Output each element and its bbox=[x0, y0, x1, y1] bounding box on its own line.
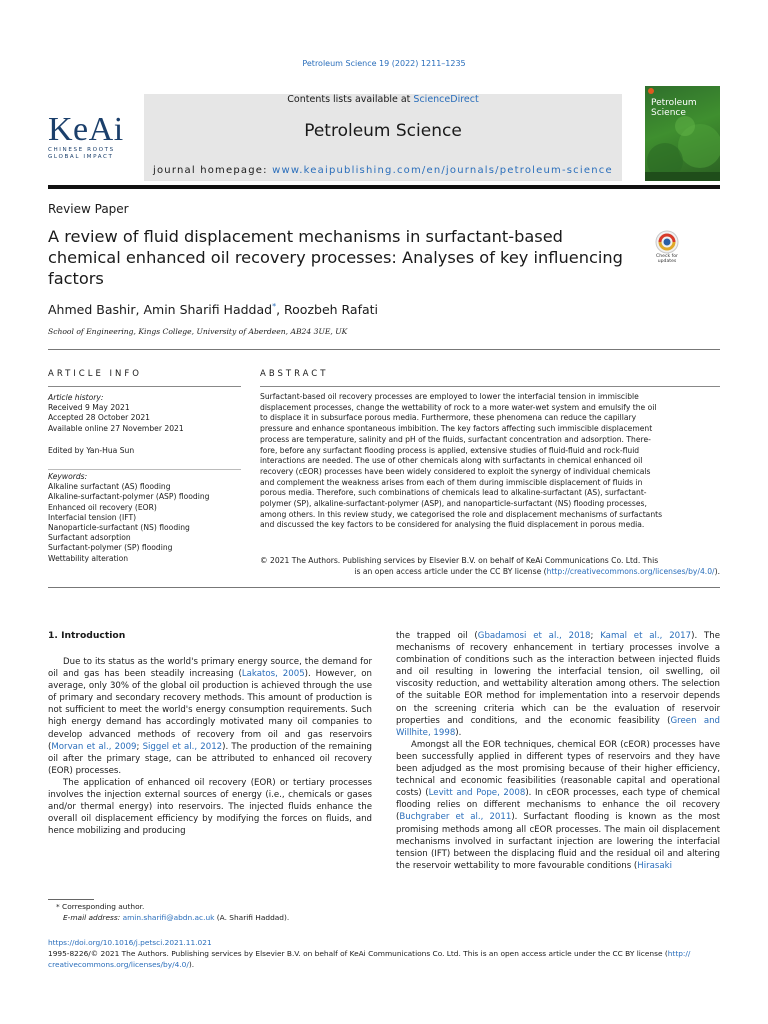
keai-logo-text: KeAi bbox=[48, 111, 124, 148]
keyword-item: Surfactant-polymer (SP) flooding bbox=[48, 543, 173, 553]
paragraph: The application of enhanced oil recovery (EOR) or tertiary processes involves the injection external sources of energy (i.e., chemicals or gases and/or thermal energy) into reservoirs. The injected fluids enhance the overall oil displacement efficiency by modifying the forces on fluids, and hence mobilizing and producing bbox=[48, 777, 372, 837]
citation-link[interactable]: Gbadamosi et al., 2018 bbox=[477, 631, 591, 641]
license-link[interactable]: http://creativecommons.org/licenses/by/4.0/ bbox=[546, 567, 715, 576]
copyright-line-2 bbox=[260, 567, 720, 578]
keyword-item: Wettability alteration bbox=[48, 553, 129, 563]
paragraph bbox=[396, 739, 720, 872]
text-run: the trapped oil ( bbox=[396, 631, 478, 641]
footer-license-text: 1995-8226/© 2021 The Authors. Publishing services by Elsevier B.V. on behalf of KeAi Communications Co. Ltd. This is an open access article under the CC BY license ( bbox=[48, 949, 668, 958]
homepage-label: journal homepage: bbox=[153, 165, 273, 176]
keai-tagline-2: GLOBAL IMPACT bbox=[48, 154, 114, 160]
citation-link[interactable]: Morvan et al., 2009 bbox=[51, 741, 137, 752]
divider bbox=[48, 587, 720, 588]
history-label: Article history: bbox=[48, 393, 104, 402]
paragraph bbox=[396, 630, 720, 739]
article-type: Review Paper bbox=[48, 202, 129, 216]
affiliation: School of Engineering, Kings College, University of Aberdeen, AB24 3UE, UK bbox=[48, 327, 348, 336]
abstract-line: among others. In this review study, we categorised the role and displacement mechanisms of surfactants bbox=[260, 509, 663, 519]
citation-link[interactable]: Kamal et al., 2017 bbox=[600, 631, 692, 641]
citation-link[interactable]: Lakatos, 2005 bbox=[241, 669, 305, 680]
cover-title bbox=[651, 98, 697, 118]
keyword-item: Enhanced oil recovery (EOR) bbox=[48, 502, 157, 512]
body-column-right bbox=[396, 630, 720, 872]
abstract-line: Surfactant-based oil recovery processes are employed to lower the interfacial tension in immiscible bbox=[260, 392, 639, 401]
header-divider bbox=[48, 185, 720, 189]
abstract-line: fore, before any surfactant flooding process is applied, extensive studies of fluid-fluid and rock-fluid bbox=[260, 445, 640, 455]
sciencedirect-link[interactable]: ScienceDirect bbox=[413, 94, 479, 105]
keyword-item: Nanoparticle-surfactant (NS) flooding bbox=[48, 523, 190, 533]
text-run: Due to its status as the world's primary energy source, the demand for oil and gas has been steadily increasing ( bbox=[48, 657, 372, 680]
divider bbox=[48, 386, 241, 387]
footnote-mark: * bbox=[56, 902, 60, 911]
abstract-text bbox=[260, 392, 720, 531]
online-date: Available online 27 November 2021 bbox=[48, 423, 184, 433]
text-run: ). In cEOR processes, each type of chemical flooding relies on different mechanisms to enhance the oil recovery ( bbox=[396, 788, 720, 823]
abstract-heading: ABSTRACT bbox=[260, 369, 329, 379]
check-badge-line1: Check for bbox=[656, 254, 678, 259]
copyright-line-1: © 2021 The Authors. Publishing services by Elsevier B.V. on behalf of KeAi Communications Co. Ltd. This bbox=[260, 556, 659, 565]
abstract-line: process are temperature, salinity and pH of the fluids, surfactant concentration and adsorption. There- bbox=[260, 434, 651, 444]
license-suffix: ). bbox=[714, 567, 720, 576]
journal-name: Petroleum Science bbox=[304, 121, 462, 141]
cover-title-line1: Petroleum bbox=[651, 98, 697, 108]
text-run: ). The production of the remaining oil after the primary stage, can be attributed to enhanced oil recovery (EOR) processes. bbox=[48, 741, 372, 776]
keai-tagline-1: CHINESE ROOTS bbox=[48, 147, 115, 153]
author-list bbox=[48, 302, 378, 317]
contents-line bbox=[144, 94, 622, 105]
article-info-heading: ARTICLE INFO bbox=[48, 369, 142, 379]
abstract-line: interactions are needed. The use of other chemicals along with surfactants in chemical enhanced oil bbox=[260, 456, 643, 466]
divider bbox=[48, 469, 241, 470]
cover-title-line2: Science bbox=[651, 108, 686, 118]
keywords-label: Keywords: bbox=[48, 472, 88, 481]
footnote-text: Corresponding author. bbox=[59, 902, 145, 911]
citation-link[interactable]: Siggel et al., 2012 bbox=[142, 741, 223, 752]
abstract-line: polymer (SP), alkaline-surfactant-polymer (ASP), and nanoparticle-surfactant (NS) flooding processes, bbox=[260, 499, 647, 509]
citation-link[interactable]: Levitt and Pope, 2008 bbox=[428, 788, 526, 799]
authors-first: Ahmed Bashir, Amin Sharifi Haddad bbox=[48, 302, 273, 318]
abstract-line: and complement the weakness arises from each of them during immiscible displacement of fluids in bbox=[260, 477, 643, 487]
contents-prefix: Contents lists available at bbox=[287, 94, 414, 105]
text-run: ; bbox=[136, 741, 143, 752]
license-prefix: is an open access article under the CC BY license ( bbox=[354, 567, 547, 576]
keyword-item: Surfactant adsorption bbox=[48, 533, 131, 543]
keai-logo[interactable] bbox=[48, 113, 138, 163]
text-run: ). bbox=[455, 727, 462, 738]
abstract-line: porous media. Therefore, such combinations of chemicals lead to alkaline-surfactant (AS), surfactant- bbox=[260, 488, 647, 498]
authors-rest: , Roozbeh Rafati bbox=[276, 302, 379, 318]
abstract-line: and discussed the key factors to be considered for analysing the fluid displacement in porous media. bbox=[260, 520, 645, 530]
text-run: ). Surfactant flooding is known as the most promising methods among all cEOR processes. The main oil displacement mechanisms involved in surfactant injection are lowering the interfacial tension (IFT) between the displacing fluid and the residual oil and altering the reservoir wettability to more favourable conditions ( bbox=[396, 812, 720, 871]
paragraph bbox=[48, 656, 372, 777]
section-heading-introduction: 1. Introduction bbox=[48, 630, 126, 641]
received-date: Received 9 May 2021 bbox=[48, 403, 130, 413]
citation-link[interactable]: Hirasaki bbox=[637, 860, 673, 871]
text-run: Amongst all the EOR techniques, chemical EOR (cEOR) processes have been successfully applied in different types of reservoirs and they have been adjudged as the most promising because of their higher efficiency, technical and economic feasibilities (reasonable capital and operational costs) ( bbox=[396, 739, 720, 799]
abstract-line: pressure and enhance spontaneous imbibition. The key factors affecting such immiscible displacement bbox=[260, 424, 653, 434]
abstract-line: displacement processes, change the wettability of rock to a more water-wet system and emulsify the oil bbox=[260, 402, 657, 412]
footnote bbox=[56, 902, 289, 923]
journal-homepage bbox=[153, 165, 613, 176]
edited-by: Edited by Yan-Hua Sun bbox=[48, 446, 135, 455]
footer-license-link-b[interactable]: creativecommons.org/licenses/by/4.0/ bbox=[48, 959, 189, 969]
footer-license bbox=[48, 949, 720, 970]
check-badge-line2: updates bbox=[657, 259, 677, 265]
email-line bbox=[56, 913, 289, 924]
keywords-block bbox=[48, 472, 243, 564]
doi-link[interactable]: https://doi.org/10.1016/j.petsci.2021.11.021 bbox=[48, 938, 212, 947]
keyword-item: Interfacial tension (IFT) bbox=[48, 512, 137, 522]
abstract-line: to displace it in subsurface porous media. Furthermore, these phenomena can reduce the capillary bbox=[260, 413, 637, 423]
abstract-line: recovery (cEOR) processes have been widely considered to exploit the synergy of individual chemicals bbox=[260, 466, 651, 476]
article-history bbox=[48, 393, 243, 434]
citation-link[interactable]: Buchgraber et al., 2011 bbox=[399, 812, 512, 823]
keyword-item: Alkaline surfactant (AS) flooding bbox=[48, 482, 171, 492]
footer-license-link-a[interactable]: http:// bbox=[667, 949, 691, 958]
divider bbox=[260, 386, 720, 387]
email-link[interactable]: amin.sharifi@abdn.ac.uk bbox=[122, 912, 215, 922]
text-run: ). However, on average, only 30% of the global oil production is achieved through the use of primary and secondary recovery methods. This amount of production is not sufficient to meet the world's energy consumption requirements. Such high energy demand has accordingly motivated many oil companies to develop advanced methods of recovery from oil and gas reservoirs ( bbox=[48, 669, 372, 752]
email-suffix: (A. Sharifi Haddad). bbox=[214, 912, 290, 922]
journal-cover-image[interactable] bbox=[645, 86, 720, 181]
body-column-left bbox=[48, 656, 372, 837]
journal-citation[interactable]: Petroleum Science 19 (2022) 1211–1235 bbox=[302, 59, 466, 68]
accepted-date: Accepted 28 October 2021 bbox=[48, 413, 150, 423]
corresponding-author-mark[interactable]: * bbox=[272, 302, 277, 311]
text-run: ; bbox=[590, 631, 601, 641]
divider bbox=[48, 349, 720, 350]
text-run: ). The mechanisms of recovery enhancement in tertiary processes involve a combination of conditions such as the interaction between injected fluids and oil resulting in lowering the interfacial tension, oil swelling, oil viscosity reduction, and wettability alteration among others. The selection of the suitable EOR method for implementation into a reservoir depends on the screening criteria which can be the evaluation of reservoir properties and conditions, and the economic feasibility ( bbox=[396, 631, 720, 726]
footer-license-suffix: ). bbox=[188, 959, 195, 969]
article-title: A review of fluid displacement mechanisms in surfactant-based chemical enhanced oil recovery processes: Analyses of key influencing factors bbox=[48, 227, 623, 288]
homepage-link[interactable]: www.keaipublishing.com/en/journals/petroleum-science bbox=[272, 165, 613, 176]
corresponding-author-note bbox=[56, 902, 289, 913]
check-for-updates-badge[interactable] bbox=[647, 229, 687, 267]
footnote-divider bbox=[48, 899, 94, 900]
keyword-item: Alkaline-surfactant-polymer (ASP) flooding bbox=[48, 492, 210, 502]
email-label: E-mail address: bbox=[63, 912, 123, 922]
citation-link[interactable]: Green and Willhite, 1998 bbox=[396, 715, 720, 738]
